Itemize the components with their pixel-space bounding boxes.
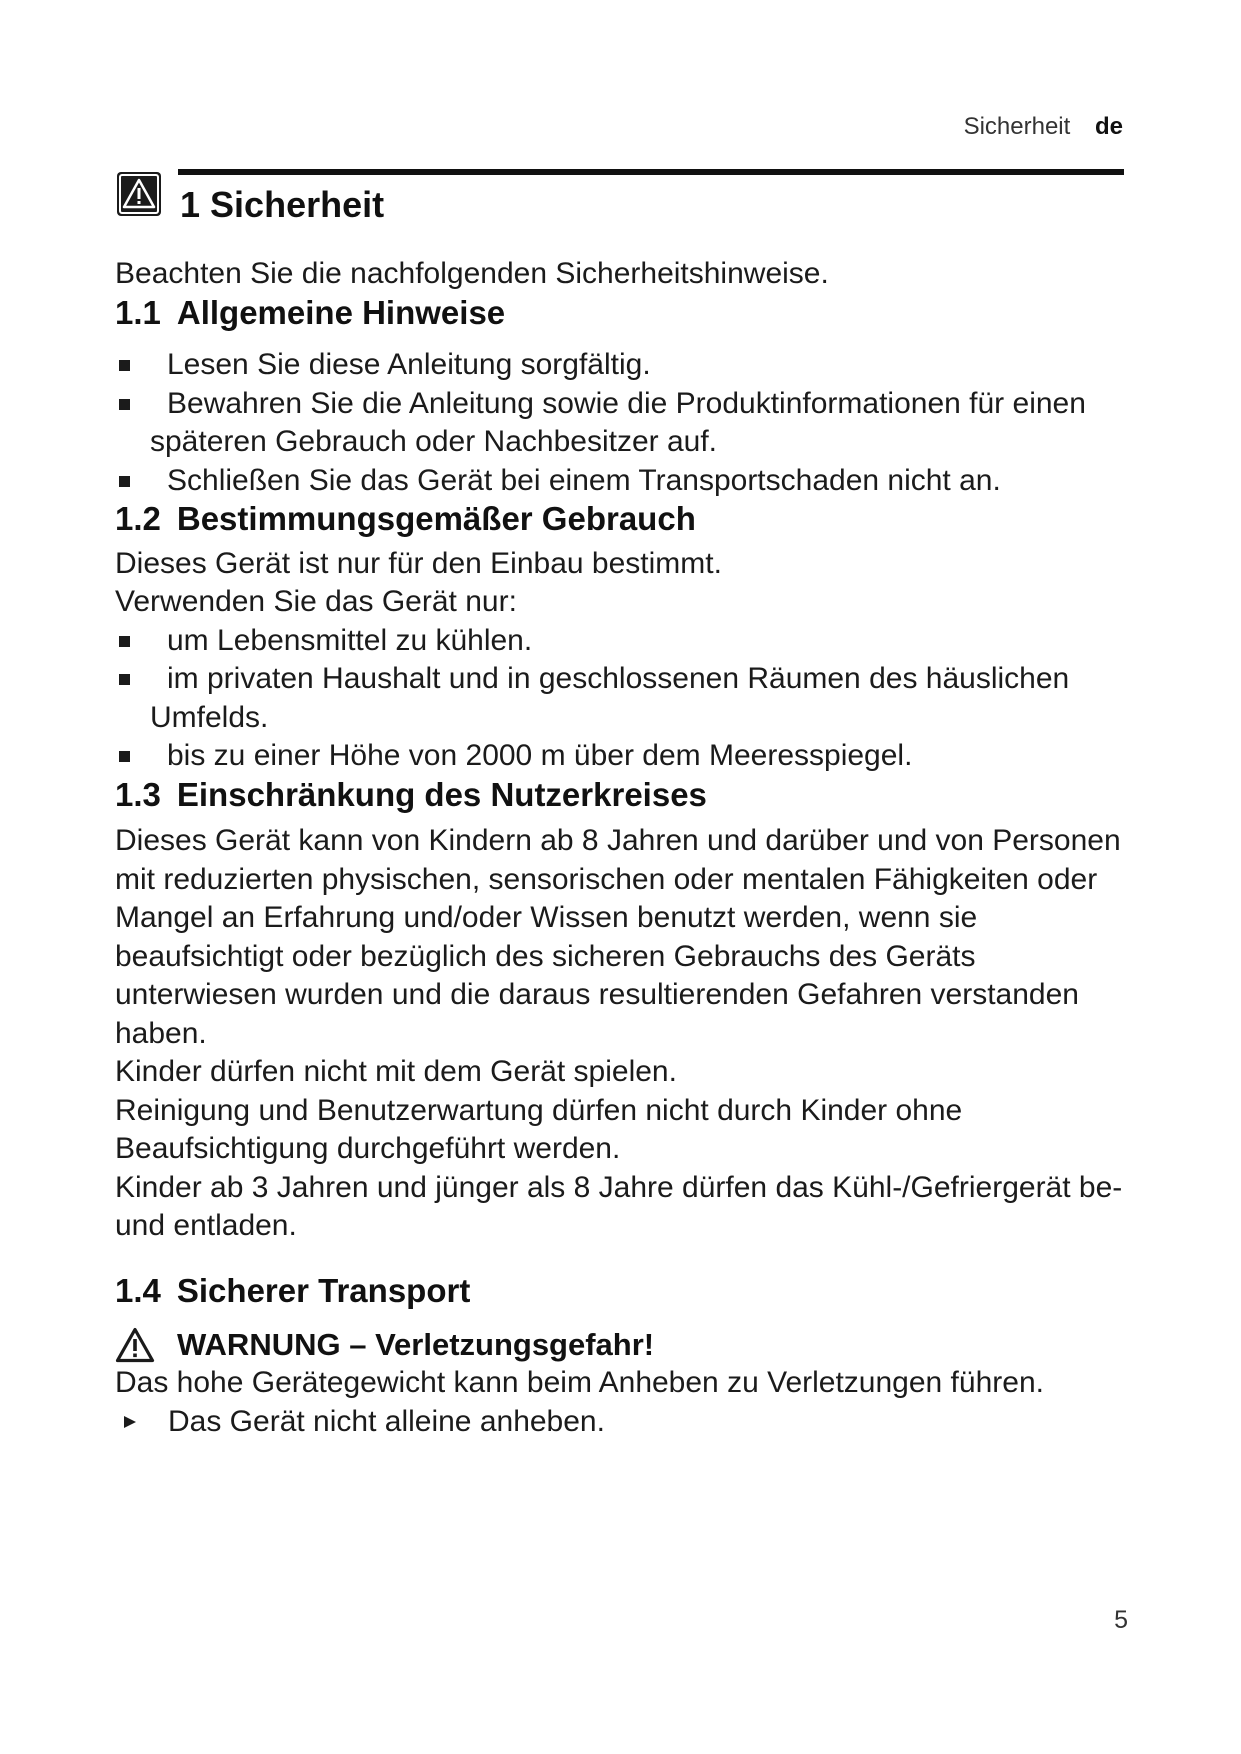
list-item: bis zu einer Höhe von 2000 m über dem Meeresspiegel.	[115, 737, 1135, 776]
section-title: Allgemeine Hinweise	[176, 293, 506, 331]
running-head-language: de	[1094, 113, 1123, 140]
running-head-section: Sicherheit	[963, 113, 1071, 140]
warning-box-icon	[117, 172, 161, 216]
paragraph: Verwenden Sie das Gerät nur:	[115, 585, 517, 618]
list-item: um Lebensmittel zu kühlen.	[115, 622, 1135, 661]
section-title: Bestimmungsgemäßer Gebrauch	[176, 500, 696, 537]
chapter-number: 1	[180, 184, 201, 225]
warning-heading	[115, 1326, 1135, 1364]
paragraph: Reinigung und Benutzerwartung dürfen nicht durch Kinder ohne Beaufsichtigung durchgeführt werden.	[115, 1093, 963, 1165]
section-title: Sicherer Transport	[176, 1271, 471, 1309]
arrow-right-icon	[124, 1416, 136, 1428]
action-step	[115, 1403, 1135, 1442]
content-body	[115, 255, 1135, 1441]
bullet-list-general	[115, 346, 1135, 500]
action-step-text: Das Gerät nicht alleine anheben.	[168, 1404, 605, 1438]
section-number: 1.2	[115, 500, 161, 537]
warning-text: Das hohe Gerätegewicht kann beim Anheben zu Verletzungen führen.	[115, 1366, 1044, 1399]
paragraph: Kinder ab 3 Jahren und jünger als 8 Jahre dürfen das Kühl-/Gefriergerät be- und entladen.	[115, 1170, 1123, 1242]
page-number: 5	[1114, 1606, 1128, 1634]
bullet-list-intended-use	[115, 622, 1135, 776]
section-number: 1.3	[115, 775, 161, 813]
chapter-rule	[178, 169, 1124, 175]
warning-title: WARNUNG – Verletzungsgefahr!	[177, 1326, 655, 1362]
section-title: Einschränkung des Nutzerkreises	[176, 775, 707, 813]
section-text-1-3	[115, 822, 1135, 1246]
paragraph: Kinder dürfen nicht mit dem Gerät spielen.	[115, 1055, 677, 1088]
running-head	[964, 113, 1123, 141]
paragraph: Dieses Gerät ist nur für den Einbau bestimmt.	[115, 546, 722, 580]
section-number: 1.4	[115, 1271, 161, 1309]
chapter-title	[180, 183, 384, 227]
paragraph: Dieses Gerät kann von Kindern ab 8 Jahren und darüber und von Personen mit reduzierten physischen, sensorischen oder mentalen Fähigkeiten oder Mangel an Erfahrung und/oder Wissen benutzt werden, wenn sie beaufsichtigt oder bezüglich des sicheren Gebrauchs des Geräts unterwiesen wurden und die daraus resultierenden Gefahren verstanden haben.	[115, 824, 1121, 1050]
section-heading-1-2	[115, 500, 1135, 539]
list-item: Schließen Sie das Gerät bei einem Transportschaden nicht an.	[115, 462, 1135, 501]
section-heading-1-3	[115, 776, 1135, 815]
section-heading-1-4	[115, 1272, 1135, 1311]
list-item: im privaten Haushalt und in geschlossenen Räumen des häuslichen Umfelds.	[115, 660, 1135, 737]
warning-triangle-icon	[115, 1327, 155, 1363]
chapter-title-text: Sicherheit	[210, 184, 385, 225]
list-item: Lesen Sie diese Anleitung sorgfältig.	[115, 346, 1135, 385]
intro-text: Beachten Sie die nachfolgenden Sicherheitshinweise.	[115, 257, 829, 290]
list-item: Bewahren Sie die Anleitung sowie die Produktinformationen für einen späteren Gebrauch oder Nachbesitzer auf.	[115, 385, 1135, 462]
section-number: 1.1	[115, 293, 161, 331]
section-heading-1-1	[115, 294, 1135, 333]
